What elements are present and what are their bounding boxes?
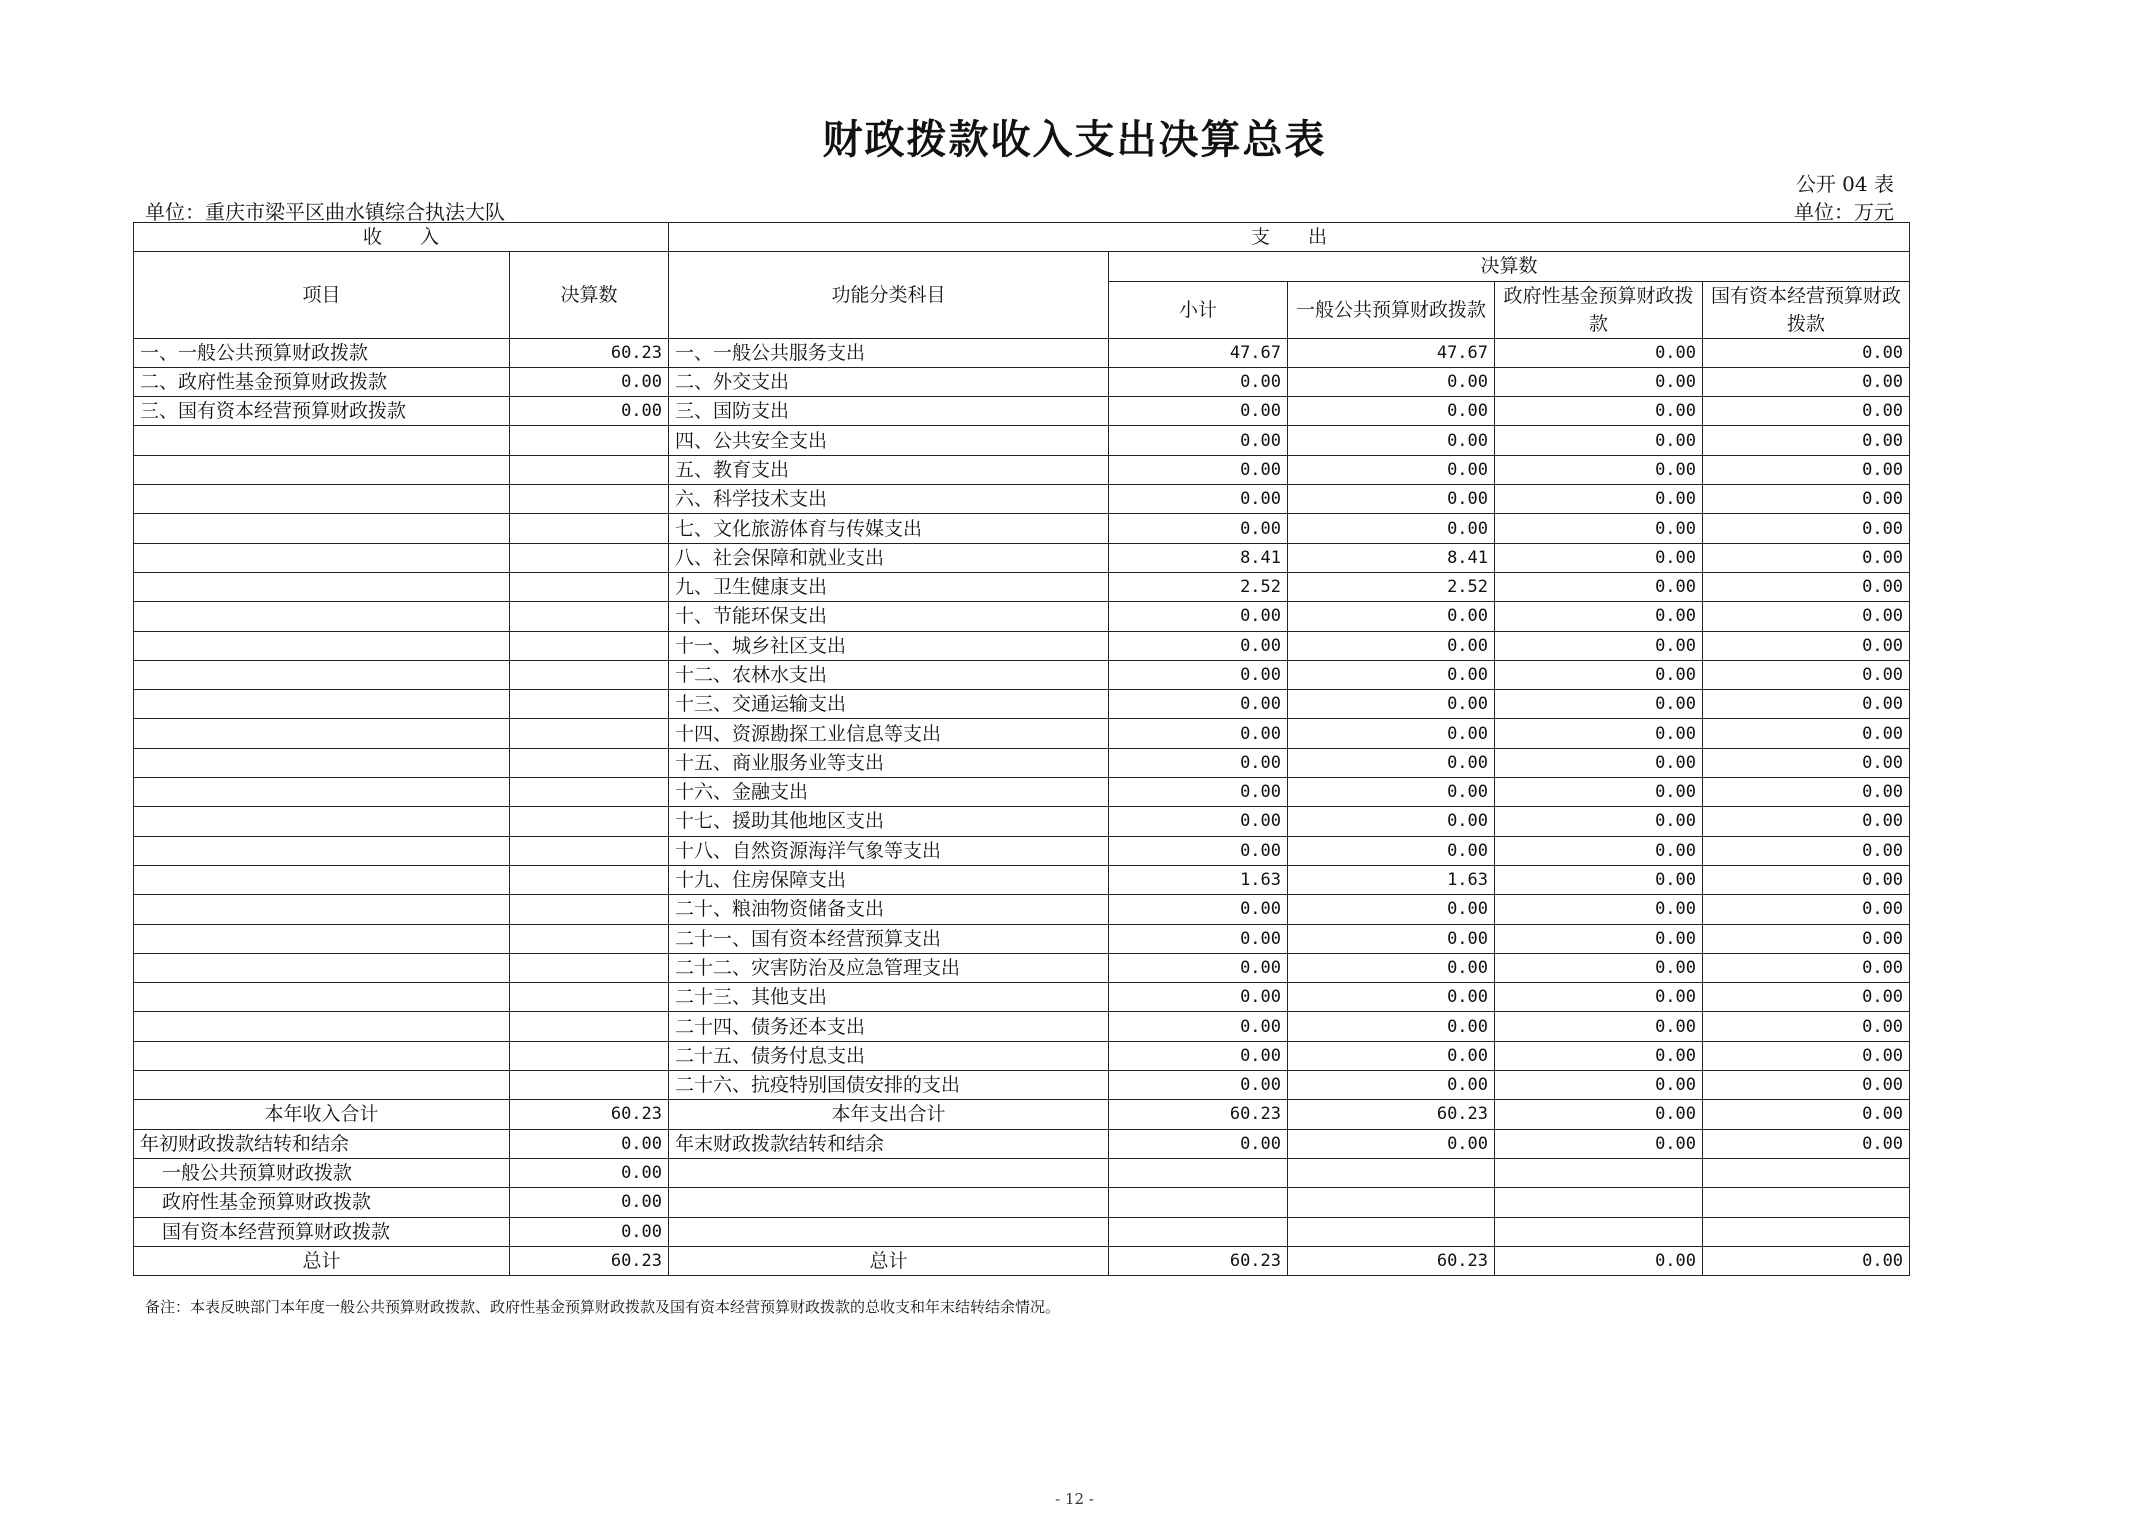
gov-fund-value: 0.00 xyxy=(1495,807,1703,836)
general-budget-value: 0.00 xyxy=(1288,485,1495,514)
table-row xyxy=(134,367,1910,396)
income-item: 二、政府性基金预算财政拨款 xyxy=(134,367,510,396)
gov-fund-value: 0.00 xyxy=(1495,485,1703,514)
expense-item: 二十三、其他支出 xyxy=(669,983,1109,1012)
state-capital-value: 0.00 xyxy=(1703,953,1910,982)
gov-fund-value: 0.00 xyxy=(1495,1100,1703,1129)
table-row xyxy=(134,455,1910,484)
expense-item: 二十四、债务还本支出 xyxy=(669,1012,1109,1041)
income-item xyxy=(134,748,510,777)
income-item xyxy=(134,778,510,807)
table-row xyxy=(134,660,1910,689)
table-row xyxy=(134,1217,1910,1246)
income-item: 本年收入合计 xyxy=(134,1100,510,1129)
income-amount xyxy=(510,426,669,455)
expense-item xyxy=(669,1188,1109,1217)
table-row xyxy=(134,602,1910,631)
income-item xyxy=(134,953,510,982)
gov-fund-value: 0.00 xyxy=(1495,397,1703,426)
income-amount: 60.23 xyxy=(510,338,669,367)
state-capital-value: 0.00 xyxy=(1703,865,1910,894)
state-capital-value: 0.00 xyxy=(1703,778,1910,807)
income-item: 国有资本经营预算财政拨款 xyxy=(134,1217,510,1246)
income-item xyxy=(134,602,510,631)
state-capital-value: 0.00 xyxy=(1703,1012,1910,1041)
expense-item: 四、公共安全支出 xyxy=(669,426,1109,455)
subtotal-value: 0.00 xyxy=(1109,426,1288,455)
general-budget-value: 0.00 xyxy=(1288,690,1495,719)
state-capital-value: 0.00 xyxy=(1703,660,1910,689)
income-item xyxy=(134,543,510,572)
income-item xyxy=(134,1012,510,1041)
subtotal-value: 0.00 xyxy=(1109,748,1288,777)
table-row xyxy=(134,1071,1910,1100)
general-budget-value: 0.00 xyxy=(1288,602,1495,631)
income-amount xyxy=(510,455,669,484)
general-budget-value: 0.00 xyxy=(1288,397,1495,426)
general-budget-value: 0.00 xyxy=(1288,836,1495,865)
income-amount xyxy=(510,953,669,982)
table-row xyxy=(134,631,1910,660)
state-capital-value: 0.00 xyxy=(1703,602,1910,631)
subtotal-value: 0.00 xyxy=(1109,602,1288,631)
income-amount xyxy=(510,631,669,660)
table-row xyxy=(134,983,1910,1012)
gov-fund-value: 0.00 xyxy=(1495,778,1703,807)
final-amount-header: 决算数 xyxy=(1109,252,1910,281)
gov-fund-value: 0.00 xyxy=(1495,602,1703,631)
income-item xyxy=(134,455,510,484)
general-budget-value: 0.00 xyxy=(1288,719,1495,748)
income-item xyxy=(134,807,510,836)
table-row xyxy=(134,1188,1910,1217)
subtotal-value: 0.00 xyxy=(1109,953,1288,982)
income-amount xyxy=(510,748,669,777)
general-budget-value: 0.00 xyxy=(1288,1071,1495,1100)
income-item xyxy=(134,924,510,953)
expense-item xyxy=(669,1217,1109,1246)
income-amount xyxy=(510,572,669,601)
gov-fund-value: 0.00 xyxy=(1495,953,1703,982)
footnote: 备注：本表反映部门本年度一般公共预算财政拨款、政府性基金预算财政拨款及国有资本经营预算财政拨款的总收支和年末结转结余情况。 xyxy=(145,1298,1061,1316)
state-capital-value: 0.00 xyxy=(1703,690,1910,719)
general-budget-value: 0.00 xyxy=(1288,426,1495,455)
state-capital-value: 0.00 xyxy=(1703,367,1910,396)
income-item: 政府性基金预算财政拨款 xyxy=(134,1188,510,1217)
expense-item: 十二、农林水支出 xyxy=(669,660,1109,689)
table-row xyxy=(134,572,1910,601)
gov-fund-value: 0.00 xyxy=(1495,836,1703,865)
form-number: 公开 04 表 xyxy=(1795,172,1894,196)
table-row xyxy=(134,1158,1910,1187)
subtotal-value: 0.00 xyxy=(1109,514,1288,543)
table-row xyxy=(134,836,1910,865)
expense-item: 二、外交支出 xyxy=(669,367,1109,396)
income-item xyxy=(134,1071,510,1100)
income-amount xyxy=(510,836,669,865)
income-item xyxy=(134,660,510,689)
income-item xyxy=(134,719,510,748)
gov-fund-value: 0.00 xyxy=(1495,631,1703,660)
income-amount xyxy=(510,514,669,543)
income-amount xyxy=(510,543,669,572)
general-budget-value: 0.00 xyxy=(1288,660,1495,689)
gov-fund-value: 0.00 xyxy=(1495,338,1703,367)
expense-item: 十七、援助其他地区支出 xyxy=(669,807,1109,836)
income-amount xyxy=(510,690,669,719)
gov-fund-value: 0.00 xyxy=(1495,367,1703,396)
income-item xyxy=(134,485,510,514)
gov-fund-value: 0.00 xyxy=(1495,1246,1703,1275)
income-amount: 0.00 xyxy=(510,1188,669,1217)
state-capital-value: 0.00 xyxy=(1703,1246,1910,1275)
state-capital-value: 0.00 xyxy=(1703,485,1910,514)
income-item: 总计 xyxy=(134,1246,510,1275)
gov-fund-value xyxy=(1495,1188,1703,1217)
income-amount xyxy=(510,1041,669,1070)
expense-item: 二十、粮油物资储备支出 xyxy=(669,895,1109,924)
state-capital-value: 0.00 xyxy=(1703,836,1910,865)
table-row xyxy=(134,543,1910,572)
gov-fund-value: 0.00 xyxy=(1495,572,1703,601)
subtotal-value: 0.00 xyxy=(1109,983,1288,1012)
income-item xyxy=(134,631,510,660)
subtotal-value: 2.52 xyxy=(1109,572,1288,601)
gov-fund-value: 0.00 xyxy=(1495,1071,1703,1100)
expense-item: 本年支出合计 xyxy=(669,1100,1109,1129)
table-row xyxy=(134,338,1910,367)
subtotal-header: 小计 xyxy=(1109,281,1288,338)
expense-item: 三、国防支出 xyxy=(669,397,1109,426)
general-budget-value: 0.00 xyxy=(1288,367,1495,396)
income-item xyxy=(134,690,510,719)
gov-fund-value: 0.00 xyxy=(1495,983,1703,1012)
table-row xyxy=(134,895,1910,924)
function-category-header: 功能分类科目 xyxy=(669,252,1109,338)
appropriation-table xyxy=(133,222,1910,1276)
state-capital-value: 0.00 xyxy=(1703,397,1910,426)
income-amount: 0.00 xyxy=(510,397,669,426)
general-budget-value: 47.67 xyxy=(1288,338,1495,367)
subtotal-value xyxy=(1109,1217,1288,1246)
subtotal-value: 0.00 xyxy=(1109,397,1288,426)
income-item xyxy=(134,895,510,924)
income-amount: 0.00 xyxy=(510,367,669,396)
state-capital-value: 0.00 xyxy=(1703,1041,1910,1070)
income-amount: 0.00 xyxy=(510,1217,669,1246)
general-budget-value: 0.00 xyxy=(1288,455,1495,484)
income-amount xyxy=(510,778,669,807)
table-row xyxy=(134,924,1910,953)
income-amount: 0.00 xyxy=(510,1158,669,1187)
income-amount xyxy=(510,807,669,836)
general-budget-value: 8.41 xyxy=(1288,543,1495,572)
table-row xyxy=(134,690,1910,719)
page-number: - 12 - xyxy=(1055,1490,1094,1508)
expense-item: 一、一般公共服务支出 xyxy=(669,338,1109,367)
expense-item: 十五、商业服务业等支出 xyxy=(669,748,1109,777)
general-budget-value: 2.52 xyxy=(1288,572,1495,601)
income-item xyxy=(134,983,510,1012)
general-budget-value xyxy=(1288,1217,1495,1246)
income-amount xyxy=(510,983,669,1012)
state-capital-value xyxy=(1703,1158,1910,1187)
subtotal-value: 0.00 xyxy=(1109,455,1288,484)
gov-fund-value: 0.00 xyxy=(1495,1041,1703,1070)
expense-header: 支 出 xyxy=(669,223,1910,252)
table-row xyxy=(134,953,1910,982)
gov-fund-value: 0.00 xyxy=(1495,924,1703,953)
expense-item: 十八、自然资源海洋气象等支出 xyxy=(669,836,1109,865)
table-row xyxy=(134,397,1910,426)
general-budget-value: 0.00 xyxy=(1288,1012,1495,1041)
unit-name: 单位：重庆市梁平区曲水镇综合执法大队 xyxy=(145,200,505,224)
income-amount xyxy=(510,485,669,514)
subtotal-value: 8.41 xyxy=(1109,543,1288,572)
income-item: 年初财政拨款结转和结余 xyxy=(134,1129,510,1158)
gov-fund-value: 0.00 xyxy=(1495,1129,1703,1158)
subtotal-value: 0.00 xyxy=(1109,367,1288,396)
state-capital-value: 0.00 xyxy=(1703,1129,1910,1158)
gov-fund-value: 0.00 xyxy=(1495,660,1703,689)
general-budget-value: 0.00 xyxy=(1288,924,1495,953)
table-row xyxy=(134,514,1910,543)
subtotal-value: 0.00 xyxy=(1109,485,1288,514)
general-budget-value: 0.00 xyxy=(1288,778,1495,807)
expense-item: 二十一、国有资本经营预算支出 xyxy=(669,924,1109,953)
subtotal-value: 0.00 xyxy=(1109,895,1288,924)
subtotal-value: 0.00 xyxy=(1109,1041,1288,1070)
general-budget-value: 0.00 xyxy=(1288,983,1495,1012)
state-capital-value: 0.00 xyxy=(1703,807,1910,836)
state-capital-header: 国有资本经营预算财政拨款 xyxy=(1703,281,1910,338)
income-amount: 60.23 xyxy=(510,1246,669,1275)
expense-item: 二十五、债务付息支出 xyxy=(669,1041,1109,1070)
expense-item: 十六、金融支出 xyxy=(669,778,1109,807)
expense-item: 十四、资源勘探工业信息等支出 xyxy=(669,719,1109,748)
subtotal-value: 0.00 xyxy=(1109,690,1288,719)
expense-item: 十三、交通运输支出 xyxy=(669,690,1109,719)
general-budget-value: 0.00 xyxy=(1288,514,1495,543)
income-item xyxy=(134,572,510,601)
table-row xyxy=(134,1246,1910,1275)
income-item: 三、国有资本经营预算财政拨款 xyxy=(134,397,510,426)
state-capital-value: 0.00 xyxy=(1703,631,1910,660)
state-capital-value: 0.00 xyxy=(1703,543,1910,572)
subtotal-value xyxy=(1109,1188,1288,1217)
gov-fund-value: 0.00 xyxy=(1495,748,1703,777)
page-title: 财政拨款收入支出决算总表 xyxy=(822,116,1327,163)
state-capital-value xyxy=(1703,1217,1910,1246)
gov-fund-value: 0.00 xyxy=(1495,426,1703,455)
gov-fund-value xyxy=(1495,1217,1703,1246)
income-item xyxy=(134,1041,510,1070)
state-capital-value: 0.00 xyxy=(1703,895,1910,924)
subtotal-value: 47.67 xyxy=(1109,338,1288,367)
gov-fund-value: 0.00 xyxy=(1495,455,1703,484)
table-row xyxy=(134,865,1910,894)
subtotal-value: 0.00 xyxy=(1109,719,1288,748)
subtotal-value: 60.23 xyxy=(1109,1246,1288,1275)
state-capital-value: 0.00 xyxy=(1703,338,1910,367)
income-item xyxy=(134,426,510,455)
general-budget-value: 0.00 xyxy=(1288,807,1495,836)
income-amount xyxy=(510,924,669,953)
table-row xyxy=(134,748,1910,777)
table-row xyxy=(134,1100,1910,1129)
expense-item: 总计 xyxy=(669,1246,1109,1275)
table-row xyxy=(134,485,1910,514)
table-row xyxy=(134,426,1910,455)
income-amount xyxy=(510,895,669,924)
gov-fund-value: 0.00 xyxy=(1495,543,1703,572)
general-budget-value: 0.00 xyxy=(1288,631,1495,660)
expense-item: 十九、住房保障支出 xyxy=(669,865,1109,894)
table-row xyxy=(134,1041,1910,1070)
expense-item: 七、文化旅游体育与传媒支出 xyxy=(669,514,1109,543)
income-item xyxy=(134,865,510,894)
expense-item: 十、节能环保支出 xyxy=(669,602,1109,631)
state-capital-value: 0.00 xyxy=(1703,455,1910,484)
general-budget-value: 60.23 xyxy=(1288,1100,1495,1129)
header-row-1 xyxy=(134,223,1910,252)
expense-item: 八、社会保障和就业支出 xyxy=(669,543,1109,572)
gov-fund-value: 0.00 xyxy=(1495,719,1703,748)
income-amount xyxy=(510,602,669,631)
subtotal-value: 0.00 xyxy=(1109,1012,1288,1041)
general-budget-value: 0.00 xyxy=(1288,748,1495,777)
subtotal-value: 0.00 xyxy=(1109,836,1288,865)
header-row-2 xyxy=(134,252,1910,281)
unit-currency: 单位：万元 xyxy=(1794,200,1894,224)
state-capital-value: 0.00 xyxy=(1703,924,1910,953)
table-row xyxy=(134,778,1910,807)
general-budget-value: 0.00 xyxy=(1288,953,1495,982)
subtotal-value: 0.00 xyxy=(1109,778,1288,807)
expense-item: 五、教育支出 xyxy=(669,455,1109,484)
state-capital-value: 0.00 xyxy=(1703,1100,1910,1129)
expense-item xyxy=(669,1158,1109,1187)
income-amount xyxy=(510,1071,669,1100)
amount-header: 决算数 xyxy=(510,252,669,338)
income-amount xyxy=(510,660,669,689)
state-capital-value: 0.00 xyxy=(1703,748,1910,777)
gov-fund-value: 0.00 xyxy=(1495,514,1703,543)
income-header: 收 入 xyxy=(134,223,669,252)
gov-fund-value: 0.00 xyxy=(1495,895,1703,924)
state-capital-value: 0.00 xyxy=(1703,426,1910,455)
gov-fund-value: 0.00 xyxy=(1495,865,1703,894)
subtotal-value: 0.00 xyxy=(1109,924,1288,953)
gov-fund-value: 0.00 xyxy=(1495,690,1703,719)
income-item xyxy=(134,836,510,865)
income-amount xyxy=(510,865,669,894)
general-budget-value xyxy=(1288,1158,1495,1187)
income-amount xyxy=(510,1012,669,1041)
state-capital-value: 0.00 xyxy=(1703,1071,1910,1100)
subtotal-value: 0.00 xyxy=(1109,631,1288,660)
income-amount: 0.00 xyxy=(510,1129,669,1158)
state-capital-value: 0.00 xyxy=(1703,983,1910,1012)
subtotal-value: 0.00 xyxy=(1109,1071,1288,1100)
expense-item: 六、科学技术支出 xyxy=(669,485,1109,514)
state-capital-value: 0.00 xyxy=(1703,514,1910,543)
table-row xyxy=(134,1012,1910,1041)
state-capital-value: 0.00 xyxy=(1703,572,1910,601)
expense-item: 二十六、抗疫特别国债安排的支出 xyxy=(669,1071,1109,1100)
state-capital-value xyxy=(1703,1188,1910,1217)
income-item: 一、一般公共预算财政拨款 xyxy=(134,338,510,367)
expense-item: 九、卫生健康支出 xyxy=(669,572,1109,601)
gov-fund-header: 政府性基金预算财政拨款 xyxy=(1495,281,1703,338)
subtotal-value: 1.63 xyxy=(1109,865,1288,894)
subtotal-value xyxy=(1109,1158,1288,1187)
state-capital-value: 0.00 xyxy=(1703,719,1910,748)
general-budget-value: 0.00 xyxy=(1288,1129,1495,1158)
income-amount: 60.23 xyxy=(510,1100,669,1129)
subtotal-value: 0.00 xyxy=(1109,1129,1288,1158)
general-budget-header: 一般公共预算财政拨款 xyxy=(1288,281,1495,338)
table-row xyxy=(134,719,1910,748)
general-budget-value: 0.00 xyxy=(1288,1041,1495,1070)
general-budget-value: 1.63 xyxy=(1288,865,1495,894)
income-item xyxy=(134,514,510,543)
gov-fund-value xyxy=(1495,1158,1703,1187)
expense-item: 年末财政拨款结转和结余 xyxy=(669,1129,1109,1158)
table-row xyxy=(134,807,1910,836)
general-budget-value xyxy=(1288,1188,1495,1217)
table-row xyxy=(134,1129,1910,1158)
expense-item: 二十二、灾害防治及应急管理支出 xyxy=(669,953,1109,982)
gov-fund-value: 0.00 xyxy=(1495,1012,1703,1041)
subtotal-value: 0.00 xyxy=(1109,807,1288,836)
income-amount xyxy=(510,719,669,748)
item-header: 项目 xyxy=(134,252,510,338)
expense-item: 十一、城乡社区支出 xyxy=(669,631,1109,660)
subtotal-value: 0.00 xyxy=(1109,660,1288,689)
general-budget-value: 60.23 xyxy=(1288,1246,1495,1275)
subtotal-value: 60.23 xyxy=(1109,1100,1288,1129)
general-budget-value: 0.00 xyxy=(1288,895,1495,924)
income-item: 一般公共预算财政拨款 xyxy=(134,1158,510,1187)
